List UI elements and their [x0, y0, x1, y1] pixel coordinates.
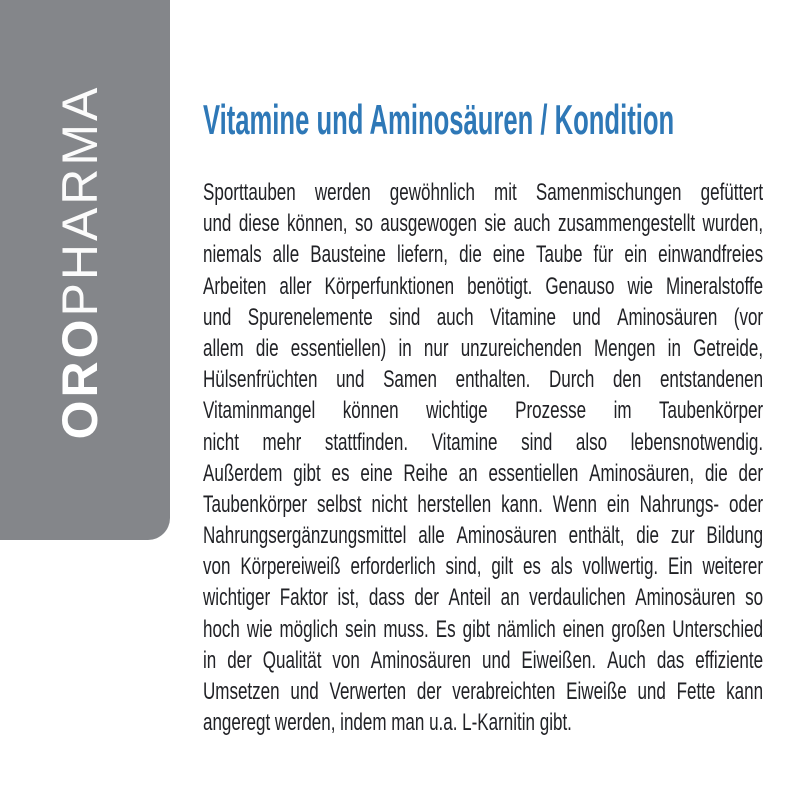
body-text — [203, 177, 763, 738]
brand-logo-oro: ORO — [52, 316, 108, 440]
page-title: Vitamine und Aminosäuren / Kondition — [203, 96, 675, 143]
body-text-line: Vitaminmangel können wichtige Prozesse im Taubenkörper — [203, 397, 764, 425]
body-text-line: niemals alle Bausteine liefern, die eine Taube für ein einwandfreies — [203, 241, 764, 269]
body-text-line: Umsetzen und Verwerten der verabreichten Eiweiße und Fette kann — [203, 678, 764, 705]
body-text-line: Außerdem gibt es eine Reihe an essentiellen Aminosäuren, die der — [203, 459, 764, 487]
body-text-line: Taubenkörper selbst nicht herstellen kann. Wenn ein Nahrungs- oder — [203, 490, 764, 518]
body-text-line-last: angeregt werden, indem man u.a. L-Karnitin gibt. — [203, 709, 572, 737]
brand-logo-pharma: PHARMA — [52, 84, 108, 317]
body-text-line: wichtiger Faktor ist, dass der Anteil an verdaulichen Aminosäuren so — [203, 584, 764, 612]
body-text-line: allem die essentiellen) in nur unzureichenden Mengen in Getreide, — [203, 334, 764, 362]
brand-logo — [52, 84, 108, 440]
body-text-line: hoch wie möglich sein muss. Es gibt nämlich einen großen Unterschied — [203, 615, 764, 643]
body-text-line: und Spurenelemente sind auch Vitamine und Aminosäuren (vor — [203, 303, 764, 331]
body-text-line: Arbeiten aller Körperfunktionen benötigt. Genauso wie Mineralstoffe — [203, 272, 764, 300]
body-text-line: und diese können, so ausgewogen sie auch zusammengestellt wurden, — [203, 210, 764, 238]
body-text-line: von Körpereiweiß erforderlich sind, gilt es als vollwertig. Ein weiterer — [203, 553, 764, 581]
body-text-line: in der Qualität von Aminosäuren und Eiweißen. Auch das effiziente — [203, 646, 764, 674]
body-text-line: Hülsenfrüchten und Samen enthalten. Durch den entstandenen — [203, 366, 764, 394]
body-text-line: Sporttauben werden gewöhnlich mit Samenmischungen gefüttert — [203, 179, 764, 206]
body-text-line: Nahrungsergänzungsmittel alle Aminosäuren enthält, die zur Bildung — [203, 522, 764, 550]
body-text-line: nicht mehr stattfinden. Vitamine sind also lebensnotwendig. — [203, 428, 764, 456]
sidebar — [0, 0, 170, 540]
